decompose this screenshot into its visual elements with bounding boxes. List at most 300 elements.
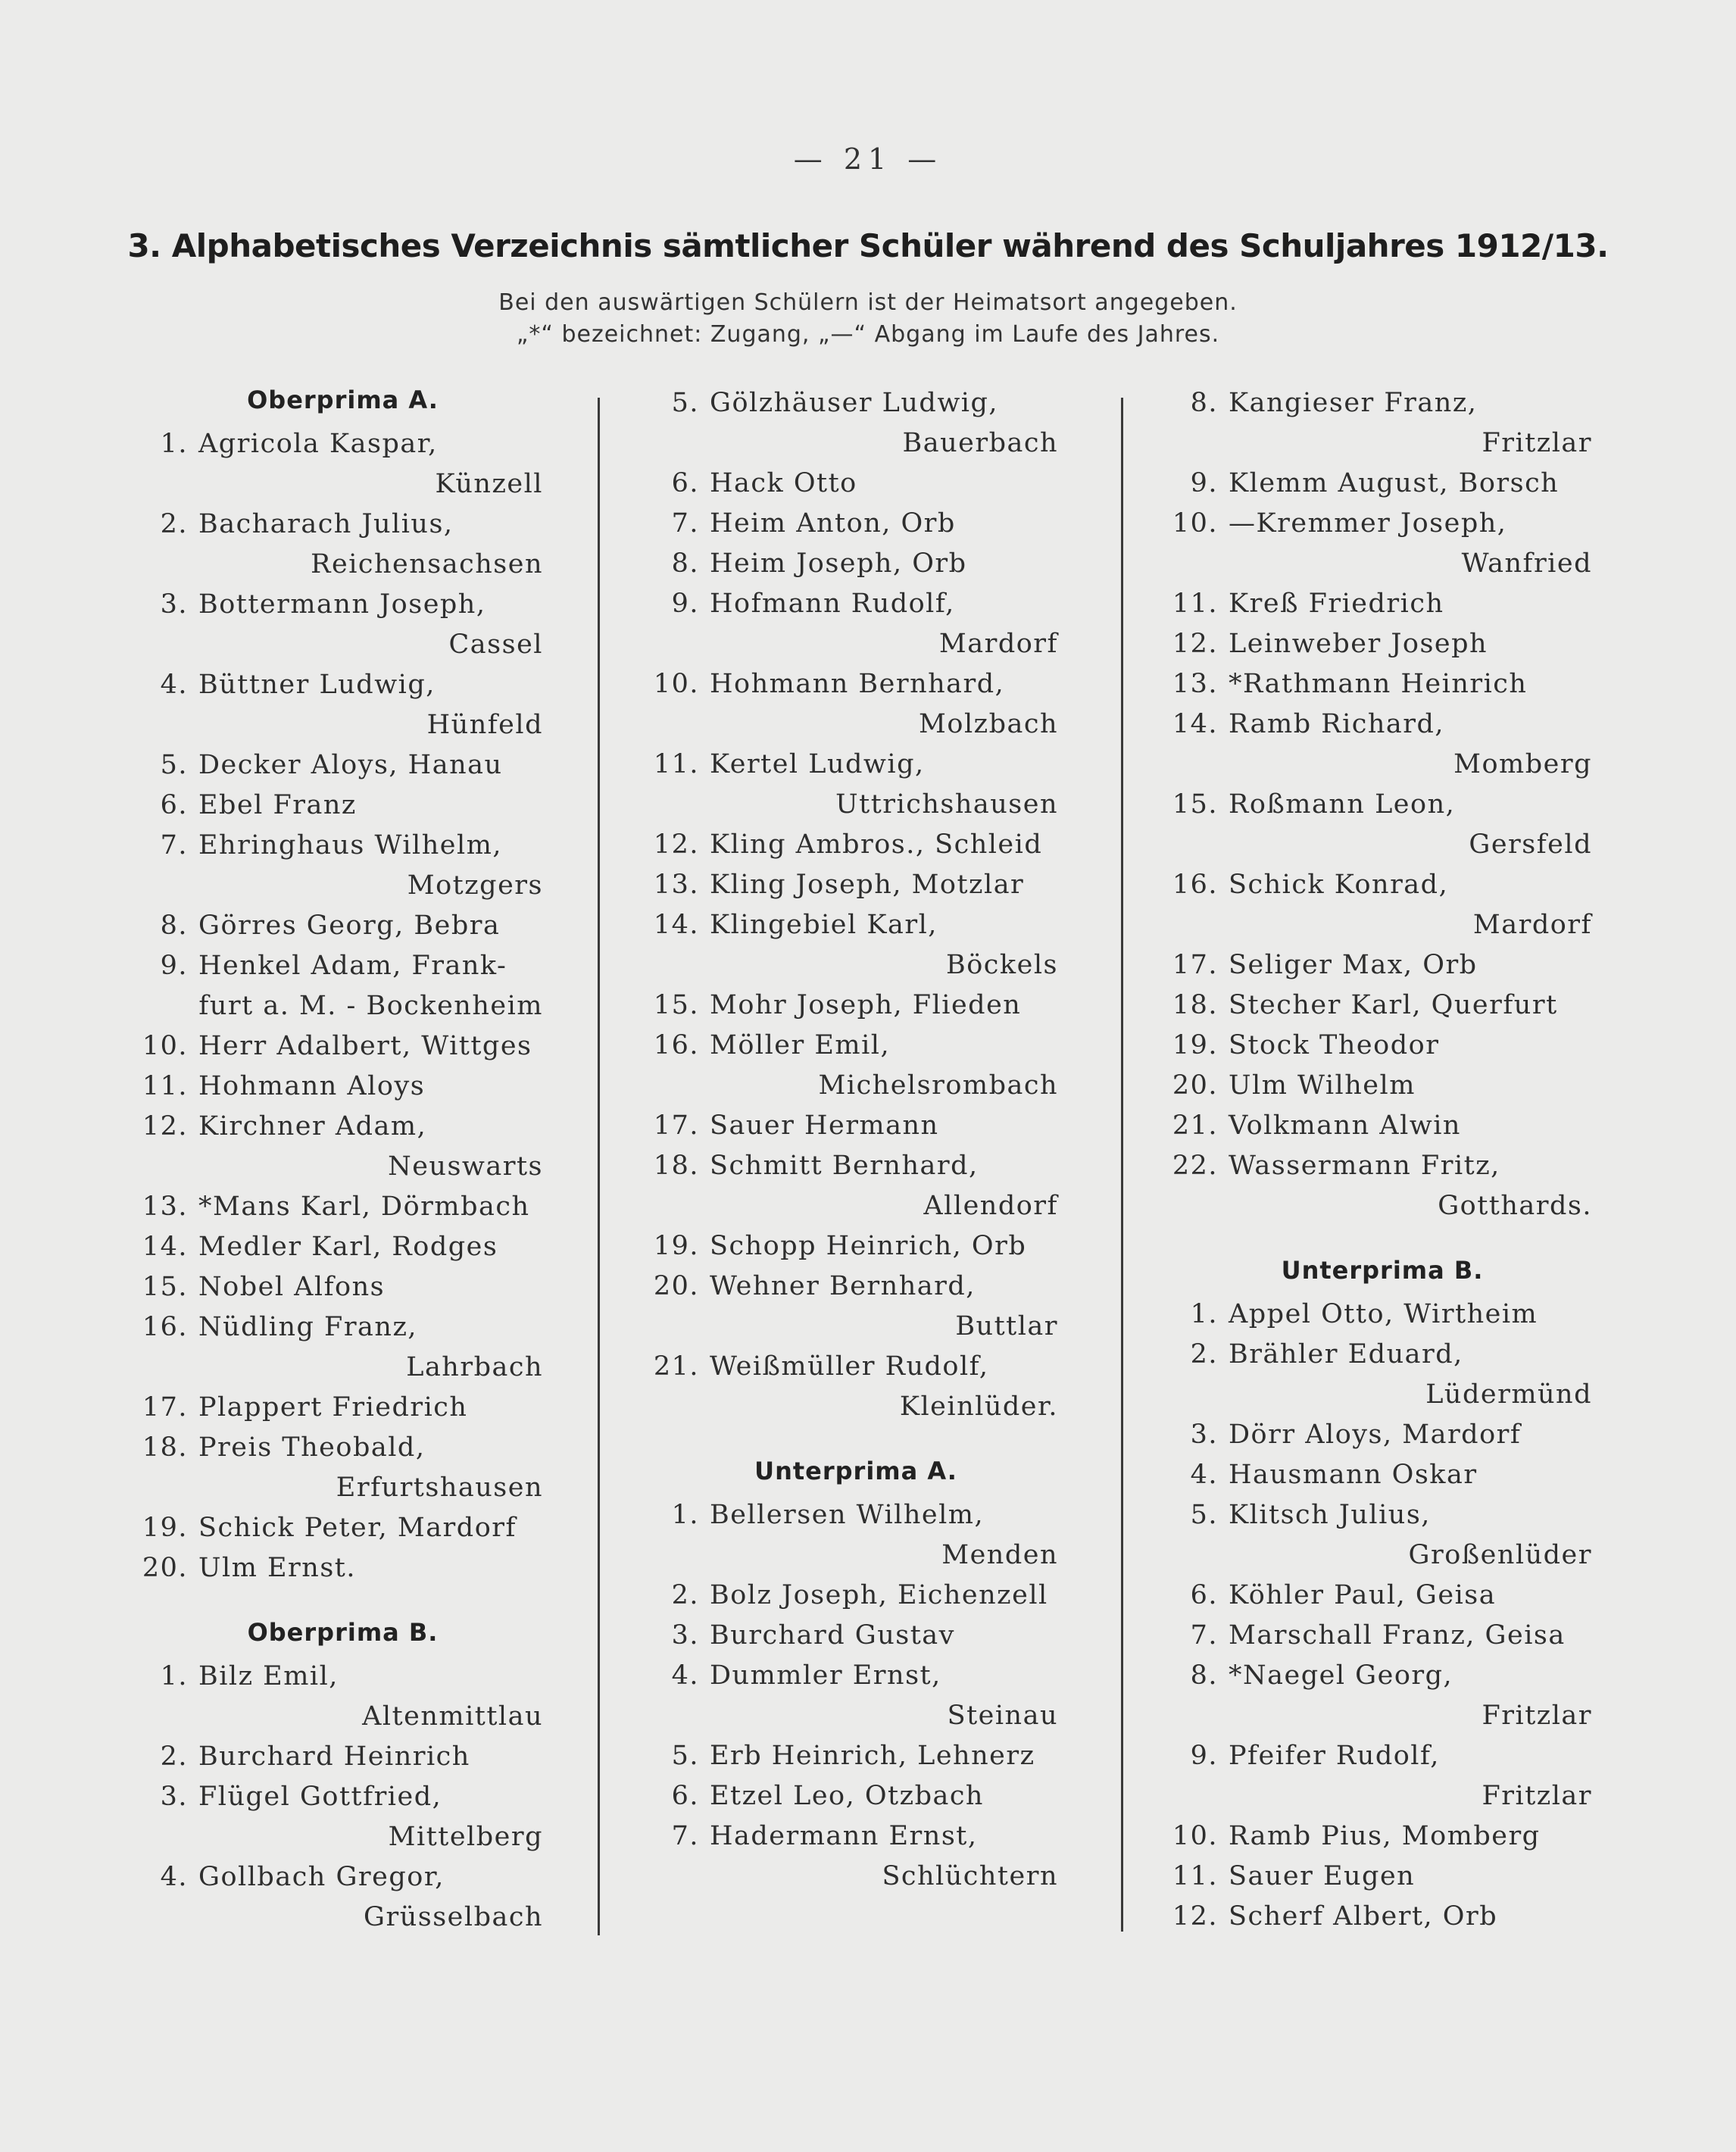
student-entry-line xyxy=(136,1548,549,1588)
student-entry-line xyxy=(648,985,1064,1026)
student-hometown: Lahrbach xyxy=(406,1352,543,1382)
student-entry-line xyxy=(1166,464,1598,504)
student-entry-line xyxy=(1166,1066,1598,1106)
student-number: 10. xyxy=(653,669,699,699)
student-entry-line xyxy=(1166,1897,1598,1937)
student-name: Plappert Friedrich xyxy=(198,1392,468,1423)
student-name: Kling Ambros., Schleid xyxy=(710,829,1043,860)
student-hometown: Künzell xyxy=(435,469,543,499)
student-name: Schmitt Bernhard, xyxy=(710,1151,979,1181)
student-entry-line xyxy=(136,1508,549,1548)
student-entry-line xyxy=(1166,945,1598,985)
student-entry xyxy=(1166,1816,1598,1857)
student-name: Bolz Joseph, Eichenzell xyxy=(710,1580,1048,1610)
student-name: Henkel Adam, Frank- xyxy=(198,951,507,981)
student-hometown: Molzbach xyxy=(919,709,1058,739)
student-number: 2. xyxy=(671,1580,699,1610)
student-number: 19. xyxy=(653,1231,699,1261)
student-entry xyxy=(648,504,1064,544)
student-entry xyxy=(136,745,549,786)
student-entry-line xyxy=(648,1146,1064,1186)
student-name: Appel Otto, Wirtheim xyxy=(1229,1299,1538,1329)
student-entry-line xyxy=(136,1026,549,1067)
student-entry-line xyxy=(648,1736,1064,1776)
student-number: 7. xyxy=(160,830,188,860)
student-entry xyxy=(1166,1335,1598,1415)
student-name: Heim Anton, Orb xyxy=(710,508,956,539)
page-title: 3. Alphabetisches Verzeichnis sämtlicher Schüler während des Schuljahres 1912/13. xyxy=(127,227,1609,264)
student-entry-line xyxy=(1166,664,1598,704)
student-name: *Mans Karl, Dörmbach xyxy=(198,1192,530,1222)
student-entry-line xyxy=(136,1067,549,1107)
student-name: Ehringhaus Wilhelm, xyxy=(198,830,503,860)
student-name: Bilz Emil, xyxy=(198,1661,339,1691)
student-entry-line xyxy=(1166,1295,1598,1335)
student-entry-line xyxy=(648,1267,1064,1307)
student-name: Schopp Heinrich, Orb xyxy=(710,1231,1027,1261)
student-entry xyxy=(136,1307,549,1388)
student-name: Kling Joseph, Motzlar xyxy=(710,870,1025,900)
student-name: Schick Konrad, xyxy=(1229,870,1449,900)
student-hometown: Großenlüder xyxy=(1408,1540,1592,1570)
student-entry xyxy=(136,1548,549,1588)
student-number: 11. xyxy=(653,749,699,779)
student-hometown: Hünfeld xyxy=(426,710,543,740)
student-number: 2. xyxy=(160,1741,188,1772)
student-number: 10. xyxy=(1172,508,1218,539)
student-name: Klemm August, Borsch xyxy=(1229,468,1560,498)
student-hometown: Reichensachsen xyxy=(311,549,543,579)
student-number: 14. xyxy=(142,1232,188,1262)
student-hometown: Fritzlar xyxy=(1482,1701,1592,1731)
student-number: 3. xyxy=(1190,1420,1218,1450)
student-number: 11. xyxy=(1172,589,1218,619)
student-number: 6. xyxy=(671,1781,699,1811)
student-name: Marschall Franz, Geisa xyxy=(1229,1620,1566,1651)
student-entry xyxy=(648,464,1064,504)
student-name: Bellersen Wilhelm, xyxy=(710,1500,985,1530)
student-name: Ramb Richard, xyxy=(1229,709,1445,739)
student-entry xyxy=(1166,1295,1598,1335)
student-number: 21. xyxy=(1172,1110,1218,1141)
student-name: Kertel Ludwig, xyxy=(710,749,925,779)
student-entry-line xyxy=(648,1656,1064,1696)
student-number: 2. xyxy=(160,509,188,539)
student-number: 16. xyxy=(1172,870,1218,900)
column-divider-left xyxy=(598,398,600,1935)
student-number: 13. xyxy=(1172,669,1218,699)
student-entry xyxy=(648,985,1064,1026)
student-name: Kangieser Franz, xyxy=(1229,388,1478,418)
student-entry-line xyxy=(136,1737,549,1777)
student-entry-line xyxy=(648,1026,1064,1066)
page-number: — 21 — xyxy=(793,142,943,176)
student-entry xyxy=(136,1267,549,1307)
student-entry-line xyxy=(648,544,1064,584)
student-name: Nobel Alfons xyxy=(198,1272,386,1302)
student-hometown: Menden xyxy=(941,1540,1058,1570)
student-name: —Kremmer Joseph, xyxy=(1229,508,1507,539)
student-name: Brähler Eduard, xyxy=(1229,1339,1463,1370)
student-entry xyxy=(136,826,549,906)
student-hometown: Böckels xyxy=(946,950,1058,980)
student-entry-line xyxy=(1166,383,1598,423)
student-entry xyxy=(648,1495,1064,1576)
student-number: 13. xyxy=(653,870,699,900)
student-entry-line xyxy=(1166,1576,1598,1616)
student-name: *Rathmann Heinrich xyxy=(1229,669,1528,699)
student-entry-line xyxy=(136,424,549,464)
student-entry-line xyxy=(648,1776,1064,1816)
student-entry xyxy=(1166,584,1598,624)
student-hometown: Erfurtshausen xyxy=(336,1473,543,1503)
student-entry xyxy=(1166,1656,1598,1736)
student-number: 2. xyxy=(1190,1339,1218,1370)
student-name: Burchard Gustav xyxy=(710,1620,955,1651)
student-name: Stecher Karl, Querfurt xyxy=(1229,990,1558,1020)
student-entry-line xyxy=(1166,584,1598,624)
student-number: 11. xyxy=(142,1071,188,1101)
student-entry xyxy=(1166,624,1598,664)
student-entry xyxy=(1166,1495,1598,1576)
student-hometown: Motzgers xyxy=(407,870,543,901)
student-number: 9. xyxy=(160,951,188,981)
student-number: 5. xyxy=(671,388,699,418)
student-number: 1. xyxy=(160,429,188,459)
student-number: 9. xyxy=(671,589,699,619)
student-entry-line xyxy=(1166,1415,1598,1455)
student-name: Dummler Ernst, xyxy=(710,1660,941,1691)
student-entry xyxy=(1166,1455,1598,1495)
student-entry-line xyxy=(136,745,549,786)
student-entry-line xyxy=(648,1495,1064,1535)
student-entry-line xyxy=(136,1267,549,1307)
student-number: 10. xyxy=(1172,1821,1218,1851)
student-name: Ulm Wilhelm xyxy=(1229,1070,1416,1101)
class-heading: Oberprima A. xyxy=(247,386,439,414)
student-number: 22. xyxy=(1172,1151,1218,1181)
student-hometown: Altenmittlau xyxy=(362,1701,543,1732)
section-spacer xyxy=(648,1427,1064,1454)
student-entry-line xyxy=(136,1777,549,1817)
student-entry-line xyxy=(648,1106,1064,1146)
student-hometown: Kleinlüder. xyxy=(899,1391,1058,1422)
student-name: Bacharach Julius, xyxy=(198,509,454,539)
student-number: 10. xyxy=(142,1031,188,1061)
student-entry xyxy=(1166,1106,1598,1146)
student-entry xyxy=(648,1106,1064,1146)
student-hometown: Cassel xyxy=(448,629,543,660)
student-name: Kirchner Adam, xyxy=(198,1111,427,1142)
student-number: 20. xyxy=(142,1553,188,1583)
student-name: Hadermann Ernst, xyxy=(710,1821,978,1851)
student-name: Wassermann Fritz, xyxy=(1229,1151,1500,1181)
student-number: 13. xyxy=(142,1192,188,1222)
student-entry xyxy=(648,1736,1064,1776)
student-name: Stock Theodor xyxy=(1229,1030,1440,1060)
student-entry xyxy=(1166,704,1598,785)
student-number: 4. xyxy=(160,670,188,700)
student-number: 18. xyxy=(653,1151,699,1181)
student-number: 5. xyxy=(1190,1500,1218,1530)
student-name: Hohmann Aloys xyxy=(198,1071,426,1101)
student-entry-line xyxy=(648,1816,1064,1857)
student-hometown: Uttrichshausen xyxy=(835,789,1058,820)
student-number: 3. xyxy=(160,589,188,620)
student-entry xyxy=(1166,383,1598,464)
subtitle-home-town-note: Bei den auswärtigen Schülern ist der Heimatsort angegeben. xyxy=(498,289,1238,316)
student-entry xyxy=(136,424,549,504)
student-name: Medler Karl, Rodges xyxy=(198,1232,498,1262)
student-hometown: Mardorf xyxy=(938,629,1058,659)
student-name: Preis Theobald, xyxy=(198,1432,426,1463)
student-name: Köhler Paul, Geisa xyxy=(1229,1580,1497,1610)
student-name: Etzel Leo, Otzbach xyxy=(710,1781,984,1811)
student-number: 12. xyxy=(142,1111,188,1142)
student-number: 8. xyxy=(1190,388,1218,418)
student-entry xyxy=(1166,1146,1598,1226)
student-entry xyxy=(136,946,549,1026)
student-entry-line xyxy=(136,946,549,986)
student-entry-line xyxy=(136,826,549,866)
student-entry-line xyxy=(1166,1857,1598,1897)
student-column-3 xyxy=(1166,383,1598,1937)
student-number: 12. xyxy=(1172,629,1218,659)
student-hometown: Gersfeld xyxy=(1469,829,1592,860)
student-entry-line xyxy=(648,905,1064,945)
student-entry-line xyxy=(1166,1495,1598,1535)
student-number: 1. xyxy=(671,1500,699,1530)
student-entry-line xyxy=(1166,1146,1598,1186)
student-entry xyxy=(1166,664,1598,704)
student-number: 9. xyxy=(1190,1741,1218,1771)
student-entry-line xyxy=(1166,865,1598,905)
student-entry xyxy=(1166,945,1598,985)
student-number: 4. xyxy=(160,1862,188,1892)
student-entry xyxy=(1166,1576,1598,1616)
class-heading: Unterprima A. xyxy=(754,1457,957,1485)
student-entry xyxy=(136,1067,549,1107)
student-entry-line xyxy=(648,1347,1064,1387)
student-entry xyxy=(1166,1857,1598,1897)
student-hometown: Bauerbach xyxy=(902,428,1058,458)
student-entry xyxy=(1166,865,1598,945)
student-name: Hausmann Oskar xyxy=(1229,1460,1478,1490)
student-name: Kreß Friedrich xyxy=(1229,589,1444,619)
student-hometown: Neuswarts xyxy=(388,1151,543,1182)
student-number: 6. xyxy=(1190,1580,1218,1610)
student-entry xyxy=(136,1187,549,1227)
student-name: Ulm Ernst. xyxy=(198,1553,356,1583)
student-entry xyxy=(136,585,549,665)
student-entry-line xyxy=(136,1657,549,1697)
student-hometown: Buttlar xyxy=(955,1311,1058,1341)
subtitle-legend: „*“ bezeichnet: Zugang, „—“ Abgang im Laufe des Jahres. xyxy=(516,321,1220,348)
student-number: 8. xyxy=(671,548,699,579)
student-number: 17. xyxy=(142,1392,188,1423)
student-entry xyxy=(1166,1736,1598,1816)
student-number: 16. xyxy=(142,1312,188,1342)
student-entry xyxy=(648,1347,1064,1427)
student-entry-line xyxy=(136,585,549,625)
student-entry xyxy=(648,825,1064,865)
student-number: 20. xyxy=(653,1271,699,1301)
student-name: Volkmann Alwin xyxy=(1229,1110,1461,1141)
student-name: Sauer Hermann xyxy=(710,1110,939,1141)
student-name: Pfeifer Rudolf, xyxy=(1229,1741,1440,1771)
student-entry-line xyxy=(648,664,1064,704)
student-name: Sauer Eugen xyxy=(1229,1861,1416,1891)
student-hometown: Fritzlar xyxy=(1482,1781,1592,1811)
section-spacer xyxy=(1166,1226,1598,1254)
student-entry xyxy=(648,1616,1064,1656)
student-name: Burchard Heinrich xyxy=(198,1741,470,1772)
student-entry-line xyxy=(1166,1816,1598,1857)
student-entry xyxy=(648,664,1064,745)
student-entry xyxy=(1166,785,1598,865)
student-entry-line xyxy=(136,665,549,705)
student-number: 12. xyxy=(1172,1901,1218,1932)
student-entry-line xyxy=(136,1388,549,1428)
student-name: Weißmüller Rudolf, xyxy=(710,1351,989,1382)
student-entry xyxy=(136,1508,549,1548)
student-number: 5. xyxy=(671,1741,699,1771)
student-entry-line xyxy=(136,786,549,826)
student-number: 1. xyxy=(160,1661,188,1691)
student-number: 1. xyxy=(1190,1299,1218,1329)
student-hometown: Lüdermünd xyxy=(1425,1379,1592,1410)
student-name: Seliger Max, Orb xyxy=(1229,950,1478,980)
student-entry xyxy=(648,544,1064,584)
student-entry-line xyxy=(648,1576,1064,1616)
section-spacer xyxy=(136,1588,549,1616)
student-entry-line xyxy=(136,504,549,545)
student-entry-line xyxy=(136,1428,549,1468)
student-name: Gollbach Gregor, xyxy=(198,1862,445,1892)
column-divider-right xyxy=(1121,398,1123,1932)
student-name: Hohmann Bernhard, xyxy=(710,669,1005,699)
student-entry-line xyxy=(1166,1026,1598,1066)
student-number: 17. xyxy=(1172,950,1218,980)
student-entry-line xyxy=(648,865,1064,905)
student-entry xyxy=(648,383,1064,464)
student-entry xyxy=(136,786,549,826)
student-name: Ramb Pius, Momberg xyxy=(1229,1821,1541,1851)
student-hometown: Wanfried xyxy=(1461,548,1592,579)
student-number: 11. xyxy=(1172,1861,1218,1891)
student-number: 7. xyxy=(1190,1620,1218,1651)
student-entry xyxy=(648,905,1064,985)
student-entry-line xyxy=(1166,1616,1598,1656)
class-heading: Oberprima B. xyxy=(247,1618,439,1647)
student-name: Hack Otto xyxy=(710,468,857,498)
student-entry-line xyxy=(648,504,1064,544)
student-number: 15. xyxy=(142,1272,188,1302)
student-entry-line xyxy=(1166,1455,1598,1495)
student-entry xyxy=(136,906,549,946)
student-entry xyxy=(136,1737,549,1777)
student-number: 4. xyxy=(1190,1460,1218,1490)
student-entry-line xyxy=(648,1616,1064,1656)
student-number: 14. xyxy=(653,910,699,940)
student-entry xyxy=(648,1656,1064,1736)
student-number: 4. xyxy=(671,1660,699,1691)
student-number: 15. xyxy=(653,990,699,1020)
student-number: 3. xyxy=(160,1782,188,1812)
student-number: 19. xyxy=(1172,1030,1218,1060)
student-name: Leinweber Joseph xyxy=(1229,629,1488,659)
student-number: 7. xyxy=(671,1821,699,1851)
student-name: Klitsch Julius, xyxy=(1229,1500,1431,1530)
student-name: Flügel Gottfried, xyxy=(198,1782,442,1812)
student-entry-line xyxy=(648,1226,1064,1267)
student-entry xyxy=(1166,1026,1598,1066)
student-entry xyxy=(136,1107,549,1187)
student-entry xyxy=(648,1776,1064,1816)
student-hometown: Momberg xyxy=(1453,749,1592,779)
student-number: 21. xyxy=(653,1351,699,1382)
student-hometown: Steinau xyxy=(947,1701,1058,1731)
student-name: *Naegel Georg, xyxy=(1229,1660,1453,1691)
student-hometown: furt a. M. - Bockenheim xyxy=(198,991,543,1021)
class-heading: Unterprima B. xyxy=(1281,1256,1484,1285)
student-entry-line xyxy=(136,1857,549,1897)
student-number: 20. xyxy=(1172,1070,1218,1101)
student-entry-line xyxy=(136,906,549,946)
student-entry-line xyxy=(648,464,1064,504)
student-name: Agricola Kaspar, xyxy=(198,429,438,459)
student-entry xyxy=(648,1576,1064,1616)
student-entry-line xyxy=(648,745,1064,785)
student-entry xyxy=(136,665,549,745)
student-entry xyxy=(136,504,549,585)
student-number: 3. xyxy=(671,1620,699,1651)
student-name: Hofmann Rudolf, xyxy=(710,589,955,619)
student-entry xyxy=(136,1657,549,1737)
student-entry xyxy=(136,1428,549,1508)
student-entry-line xyxy=(136,1107,549,1147)
student-name: Heim Joseph, Orb xyxy=(710,548,967,579)
student-entry xyxy=(1166,1415,1598,1455)
student-entry-line xyxy=(1166,785,1598,825)
student-number: 18. xyxy=(1172,990,1218,1020)
student-entry xyxy=(136,1026,549,1067)
student-entry xyxy=(1166,1616,1598,1656)
student-entry-line xyxy=(1166,985,1598,1026)
student-entry xyxy=(136,1857,549,1938)
student-entry xyxy=(648,584,1064,664)
student-number: 8. xyxy=(1190,1660,1218,1691)
student-number: 5. xyxy=(160,750,188,780)
student-column-1 xyxy=(136,383,549,1938)
student-entry xyxy=(1166,464,1598,504)
student-name: Wehner Bernhard, xyxy=(710,1271,976,1301)
student-entry-line xyxy=(1166,1736,1598,1776)
student-hometown: Mittelberg xyxy=(388,1822,543,1852)
student-hometown: Gotthards. xyxy=(1438,1191,1592,1221)
student-name: Gölzhäuser Ludwig, xyxy=(710,388,999,418)
student-entry-line xyxy=(648,825,1064,865)
student-hometown: Fritzlar xyxy=(1482,428,1592,458)
student-name: Möller Emil, xyxy=(710,1030,891,1060)
student-hometown: Allendorf xyxy=(923,1191,1058,1221)
student-name: Herr Adalbert, Wittges xyxy=(198,1031,532,1061)
student-name: Nüdling Franz, xyxy=(198,1312,418,1342)
student-entry xyxy=(136,1227,549,1267)
student-hometown: Grüsselbach xyxy=(364,1902,543,1932)
student-entry-line xyxy=(1166,1656,1598,1696)
student-entry xyxy=(648,865,1064,905)
